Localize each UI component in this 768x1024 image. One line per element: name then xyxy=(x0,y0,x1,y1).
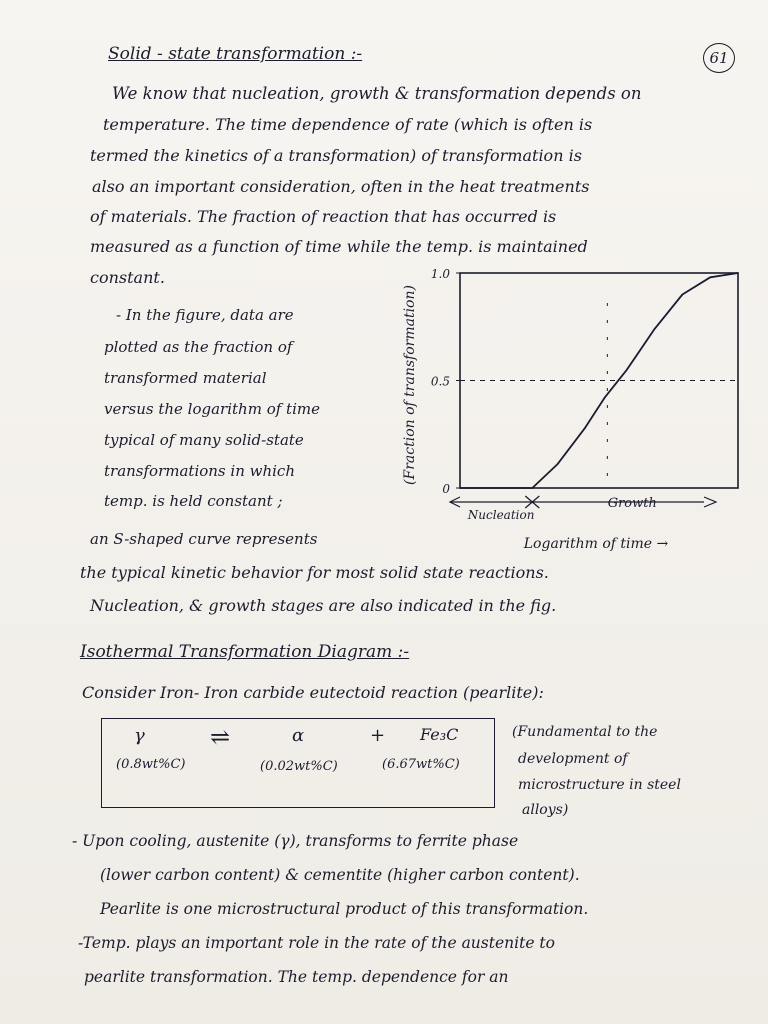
alpha-symbol: α xyxy=(292,725,305,746)
s-curve-line xyxy=(460,273,738,488)
growth-arrowhead xyxy=(704,497,716,507)
curve-point xyxy=(531,487,533,489)
paragraph-line: measured as a function of time while the temp. is maintained xyxy=(90,237,588,256)
gamma-symbol: γ xyxy=(134,725,145,746)
figure-text-line: - In the figure, data are xyxy=(116,306,294,324)
paragraph-line: - Upon cooling, austenite (γ), transforms to ferrite phase xyxy=(72,832,519,850)
paragraph-line: pearlite transformation. The temp. dependence for an xyxy=(84,968,509,986)
paragraph-line: Nucleation, & growth stages are also indicated in the fig. xyxy=(90,596,557,615)
plot-frame xyxy=(460,273,738,488)
paragraph-line: Pearlite is one microstructural product of this transformation. xyxy=(100,900,589,918)
figure-text-line: transformed material xyxy=(104,369,267,387)
page-number: 61 xyxy=(703,43,735,73)
paragraph-line: We know that nucleation, growth & transformation depends on xyxy=(112,84,642,103)
alpha-composition: (0.02wt%C) xyxy=(260,759,338,774)
curve-point xyxy=(626,369,628,371)
paragraph-line: -Temp. plays an important role in the rate of the austenite to xyxy=(78,934,555,952)
curve-point xyxy=(557,464,559,466)
reaction-note-line: development of xyxy=(518,751,628,767)
paragraph-line: an S-shaped curve represents xyxy=(90,530,318,548)
gamma-composition: (0.8wt%C) xyxy=(116,757,186,772)
figure-text-line: transformations in which xyxy=(104,462,295,480)
nucleation-arrowhead xyxy=(450,497,460,507)
paragraph-line: termed the kinetics of a transformation) of transformation is xyxy=(90,146,582,165)
reaction-intro: Consider Iron- Iron carbide eutectoid reaction (pearlite): xyxy=(82,683,544,702)
plus-sign: + xyxy=(370,725,386,746)
paragraph-line: (lower carbon content) & cementite (higher carbon content). xyxy=(100,866,580,884)
figure-text-line: versus the logarithm of time xyxy=(104,400,320,418)
fe3c-composition: (6.67wt%C) xyxy=(382,757,460,772)
paragraph-line: the typical kinetic behavior for most solid state reactions. xyxy=(80,563,549,582)
growth-label: Growth xyxy=(607,496,657,511)
nucleation-label: Nucleation xyxy=(467,508,535,522)
curve-point xyxy=(709,277,711,279)
curve-point xyxy=(459,487,461,489)
paragraph-line: of materials. The fraction of reaction that has occurred is xyxy=(90,207,557,226)
stage-split-mark xyxy=(525,496,539,508)
section-title-isothermal: Isothermal Transformation Diagram :- xyxy=(80,642,410,662)
curve-point xyxy=(584,427,586,429)
reaction-note-line: alloys) xyxy=(522,802,569,818)
y-axis-label: (Fraction of transformation) xyxy=(402,285,418,485)
figure-text-line: typical of many solid-state xyxy=(104,431,304,449)
section-title-solid-state: Solid - state transformation :- xyxy=(108,44,363,64)
figure-text-line: temp. is held constant ; xyxy=(104,492,283,510)
y-tick-label: 1.0 xyxy=(430,267,450,281)
reaction-note-line: microstructure in steel xyxy=(518,777,681,793)
curve-point xyxy=(604,397,606,399)
paragraph-line: constant. xyxy=(90,268,165,287)
paragraph-line: also an important consideration, often in the heat treatments xyxy=(92,177,590,196)
x-axis-label: Logarithm of time → xyxy=(523,536,669,552)
curve-point xyxy=(654,328,656,330)
curve-point xyxy=(682,294,684,296)
reaction-box xyxy=(101,718,495,808)
y-tick-label: 0 xyxy=(442,482,450,496)
paragraph-line: temperature. The time dependence of rate (which is often is xyxy=(103,115,593,134)
fe3c-symbol: Fe₃C xyxy=(420,725,459,744)
figure-text-line: plotted as the fraction of xyxy=(104,338,293,356)
y-tick-label: 0.5 xyxy=(430,374,450,389)
reaction-note-line: (Fundamental to the xyxy=(512,724,658,740)
curve-point xyxy=(737,272,739,274)
equilibrium-arrow: ⇌ xyxy=(210,723,231,751)
